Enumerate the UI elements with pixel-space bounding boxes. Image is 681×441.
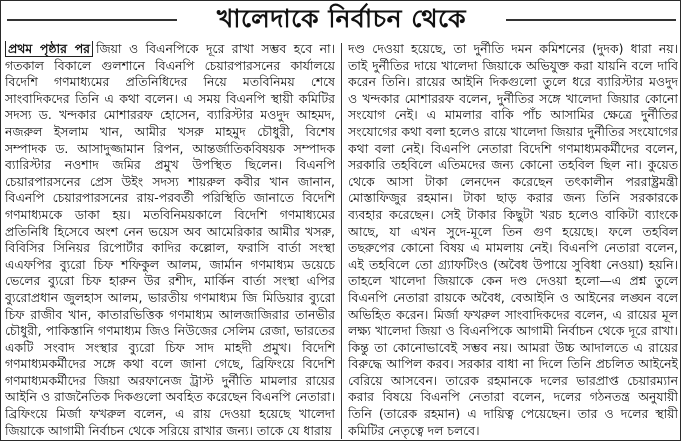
text-line [348, 257, 678, 274]
text-line [5, 107, 335, 124]
text-line [5, 207, 335, 224]
line-text: ও খন্দকার মোশাররফ বলেন, দুর্নীতির সঙ্গে খালেদা জিয়ার কোনো [348, 90, 678, 106]
text-line [5, 373, 335, 390]
text-line [348, 124, 678, 141]
text-line [5, 141, 335, 158]
text-line [348, 207, 678, 224]
line-text: জিয়াকে আগামী নির্বাচন থেকে সরিয়ে রাখার জন্য। তাকে যে ধারায় [5, 422, 332, 438]
line-text: ব্যারিস্টার নওশাদ জমির প্রমুখ উপস্থিত ছিলেন। বিএনপি [5, 157, 335, 173]
text-line [5, 74, 335, 91]
line-text: কথা বলা নেই। বিএনপি নেতারা বিদেশি গণমাধ্যমকর্মীদের বলেন, [348, 140, 678, 156]
headline-banner [1, 1, 681, 39]
line-text: মোস্তাফিজুর রহমান। টাকা ছাড় করার জন্য তিনি সরকারকে [348, 190, 678, 206]
text-line [5, 240, 335, 257]
text-line [348, 190, 678, 207]
text-line [348, 273, 678, 290]
line-text: চিফ রাজীব খান, কাতারভিত্তিক গণমাধ্যম আলজাজিরার তানভীর [5, 306, 335, 322]
line-text: তছরুপের কোনো বিষয় এ মামলায় নেই। বিএনপি নেতারা বলেন, [348, 240, 678, 256]
line-text: প্রতিনিধি হিসেবে অংশ নেন ভয়েস অব আমেরিকার আমীর খসরু, [5, 223, 335, 239]
line-text: গণমাধ্যমকর্মীদের সঙ্গে কথা বলে জানা গেছে, ব্রিফিংয়ে বিদেশি [5, 356, 335, 372]
text-line [5, 356, 335, 373]
text-line [5, 273, 335, 290]
line-text: গণমাধ্যমকে ডাকা হয়। মতবিনিময়কালে বিদেশি গণমাধ্যমের [5, 206, 335, 222]
line-text: সংযোগ নেই। এ মামলার বাকি পাঁচ আসামির ক্ষেত্রে দুর্নীতির [348, 107, 678, 123]
text-line [348, 91, 678, 108]
text-line [5, 124, 335, 141]
text-line [5, 323, 335, 340]
text-line [5, 340, 335, 357]
line-text: নজরুল ইসলাম খান, আমীর খসরু মাহমুদ চৌধুরী, বিশেষ [5, 123, 335, 139]
line-text: বিএনপি নেতারা রায়কে অবৈধ, বেআইনি ও আইনের লঙ্ঘন বলে [348, 289, 678, 305]
line-text: সাংবাদিকদের তিনি এ কথা বলেন। এ সময় বিএনপি স্থায়ী কমিটির [5, 90, 335, 106]
text-line [5, 157, 335, 174]
line-text: লক্ষ্য খালেদা জিয়া ও বিএনপিকে আগামী নির্বাচন থেকে দূরে রাখা। [348, 323, 678, 339]
text-line [348, 323, 678, 340]
continuation-label: প্রথম পৃষ্ঠার পর [5, 41, 93, 57]
line-text: দণ্ড দেওয়া হয়েছে, তা দুর্নীতি দমন কমিশনের (দুদক) ধারা নয়। [348, 41, 678, 56]
line-text: বেরিয়ে আসবেন। তারেক রহমানকে দলের ভারপ্রাপ্ত চেয়ারম্যান [348, 372, 678, 388]
text-line [348, 58, 678, 75]
text-line [348, 107, 678, 124]
line-text: থেকে আসা টাকা লেনদেন করেছেন তৎকালীন পররাষ্ট্রমন্ত্রী [348, 173, 678, 189]
line-text: সরকারি তহবিলে এতিমদের জন্য কোনো তহবিল ছিল না। কুয়েত [348, 157, 678, 173]
line-text: আইনি ও রাজনৈতিক দিকগুলো অবহিত করেছেন বিএনপি নেতারা। [5, 389, 335, 405]
text-line [348, 224, 678, 241]
article-body [5, 41, 678, 441]
line-text: জিয়া ও বিএনপিকে দূরে রাখা সম্ভব হবে না। [96, 41, 335, 56]
text-line [5, 174, 335, 191]
line-text: ব্রিফিংয়ে মির্জা ফখরুল বলেন, এ রায় দেওয়া হয়েছে খালেদা [5, 406, 335, 422]
line-text: তাহলে খালেদা জিয়াকে কেন দণ্ড দেওয়া হলো—এ প্রশ্ন তুলে [348, 273, 678, 289]
line-text: তিনি (তারেক রহমান) এ দায়িত্ব পেয়েছেন। তার ও দলের স্থায়ী [348, 406, 678, 422]
line-text: তাই দুর্নীতির দায়ে খালেদা জিয়াকে অভিযুক্ত করা যায়নি বলে দাবি [348, 57, 678, 73]
text-line [5, 41, 335, 58]
text-line [5, 190, 335, 207]
text-line [348, 373, 678, 390]
text-line [5, 224, 335, 241]
line-text: করার বিষয়ে বিএনপি নেতারা বলেন, দলের গঠনতন্ত্র অনুযায়ী [348, 389, 678, 405]
line-text: ব্যবহার করেছেন। সেই টাকার কিছুটা খরচ হলেও বাকিটা ব্যাংকে [348, 206, 678, 222]
line-text: বিদেশি গণমাধ্যমের প্রতিনিধিদের নিয়ে মতবিনিময় শেষে [5, 74, 335, 90]
right-column [348, 41, 678, 441]
line-text: বিবিসির সিনিয়র রিপোর্টার কাদির কল্লোল, ফরাসি বার্তা সংস্থা [5, 240, 335, 256]
text-line [5, 423, 335, 440]
line-text: বিরুদ্ধে আপিল করব। সরকার বাধা না দিলে তিনি প্রচলিত আইনেই [348, 356, 678, 372]
text-line [348, 74, 678, 91]
text-line [348, 423, 678, 440]
text-line [348, 240, 678, 257]
line-text: আছে, যা এখন সুদে-মূলে তিন গুণ হয়েছে। ফলে তহবিল [348, 223, 678, 239]
line-text: ভেলের ব্যুরো চিফ হারুন উর রশীদ, মার্কিন বার্তা সংস্থা এপির [5, 273, 335, 289]
line-text: সদস্য ড. খন্দকার মোশাররফ হোসেন, ব্যারিস্টার মওদুদ আহমদ, [5, 107, 335, 123]
text-line [348, 141, 678, 158]
line-text: এএফপির ব্যুরো চিফ শফিকুল আলম, জার্মান গণমাধ্যম ডয়েচে [5, 256, 335, 272]
line-text: এই তহবিলে তো গ্র্যাফটিংও (অবৈধ উপায়ে সুবিধা নেওয়া) হয়নি। [348, 256, 678, 272]
column-divider [341, 43, 342, 439]
line-text: একটি সংবাদ সংস্থার ব্যুরো চিফ সাদ মাহদী প্রমুখ। বিদেশি [5, 339, 335, 355]
line-text: ব্যুরোপ্রধান জুলহাস আলম, ভারতীয় গণমাধ্যম জি মিডিয়ার ব্যুরো [5, 289, 335, 305]
text-line [5, 58, 335, 75]
line-text: সম্পাদক ড. আসাদুজ্জামান রিপন, আন্তর্জাতিকবিষয়ক সম্পাদক [5, 140, 335, 156]
text-line [348, 157, 678, 174]
text-line [348, 174, 678, 191]
text-line [348, 340, 678, 357]
line-text: অভিহিত করেন। মির্জা ফখরুল সাংবাদিকদের বলেন, এ রায়ের মূল [348, 306, 678, 322]
text-line [348, 389, 678, 406]
line-text: বিএনপি চেয়ারপারসনের রায়-পরবর্তী পরিস্থিতি জানাতে বিদেশি [5, 190, 335, 206]
text-line [5, 290, 335, 307]
headline: খালেদাকে নির্বাচন থেকে [207, 0, 476, 42]
line-text: কিন্তু তা কোনোভাবেই সম্ভব নয়। আমরা উচ্চ আদালতে এ রায়ের [348, 339, 678, 355]
text-line [348, 290, 678, 307]
line-text: গতকাল বিকালে গুলশানে বিএনপি চেয়ারপারসনের কার্যালয়ে [5, 57, 335, 73]
text-line [348, 307, 678, 324]
line-text: সংযোগের কথা বলা হলেও রায়ে খালেদা জিয়ার দুর্নীতির সংযোগের [348, 123, 678, 139]
text-line [5, 257, 335, 274]
text-line [5, 389, 335, 406]
line-text: গণমাধ্যমকর্মীদের জিয়া অরফানেজ ট্রাস্ট দুর্নীতি মামলার রায়ের [5, 372, 335, 388]
line-text: করেন তিনি। রায়ের আইনি দিকগুলো তুলে ধরে ব্যারিস্টার মওদুদ [348, 74, 678, 90]
text-line [5, 91, 335, 108]
text-line [5, 307, 335, 324]
text-line [348, 356, 678, 373]
text-line [5, 406, 335, 423]
line-text: চেয়ারপারসনের প্রেস উইং সদস্য শায়রুল কবীর খান জানান, [5, 173, 335, 189]
line-text: কমিটির নেতৃত্বে দল চলবে। [348, 422, 480, 438]
text-line [348, 406, 678, 423]
line-text: চৌধুরী, পাকিস্তানি গণমাধ্যম জিও নিউজের সেলিম রেজা, ভারতের [5, 323, 335, 339]
left-column [5, 41, 335, 441]
text-line [348, 41, 678, 58]
